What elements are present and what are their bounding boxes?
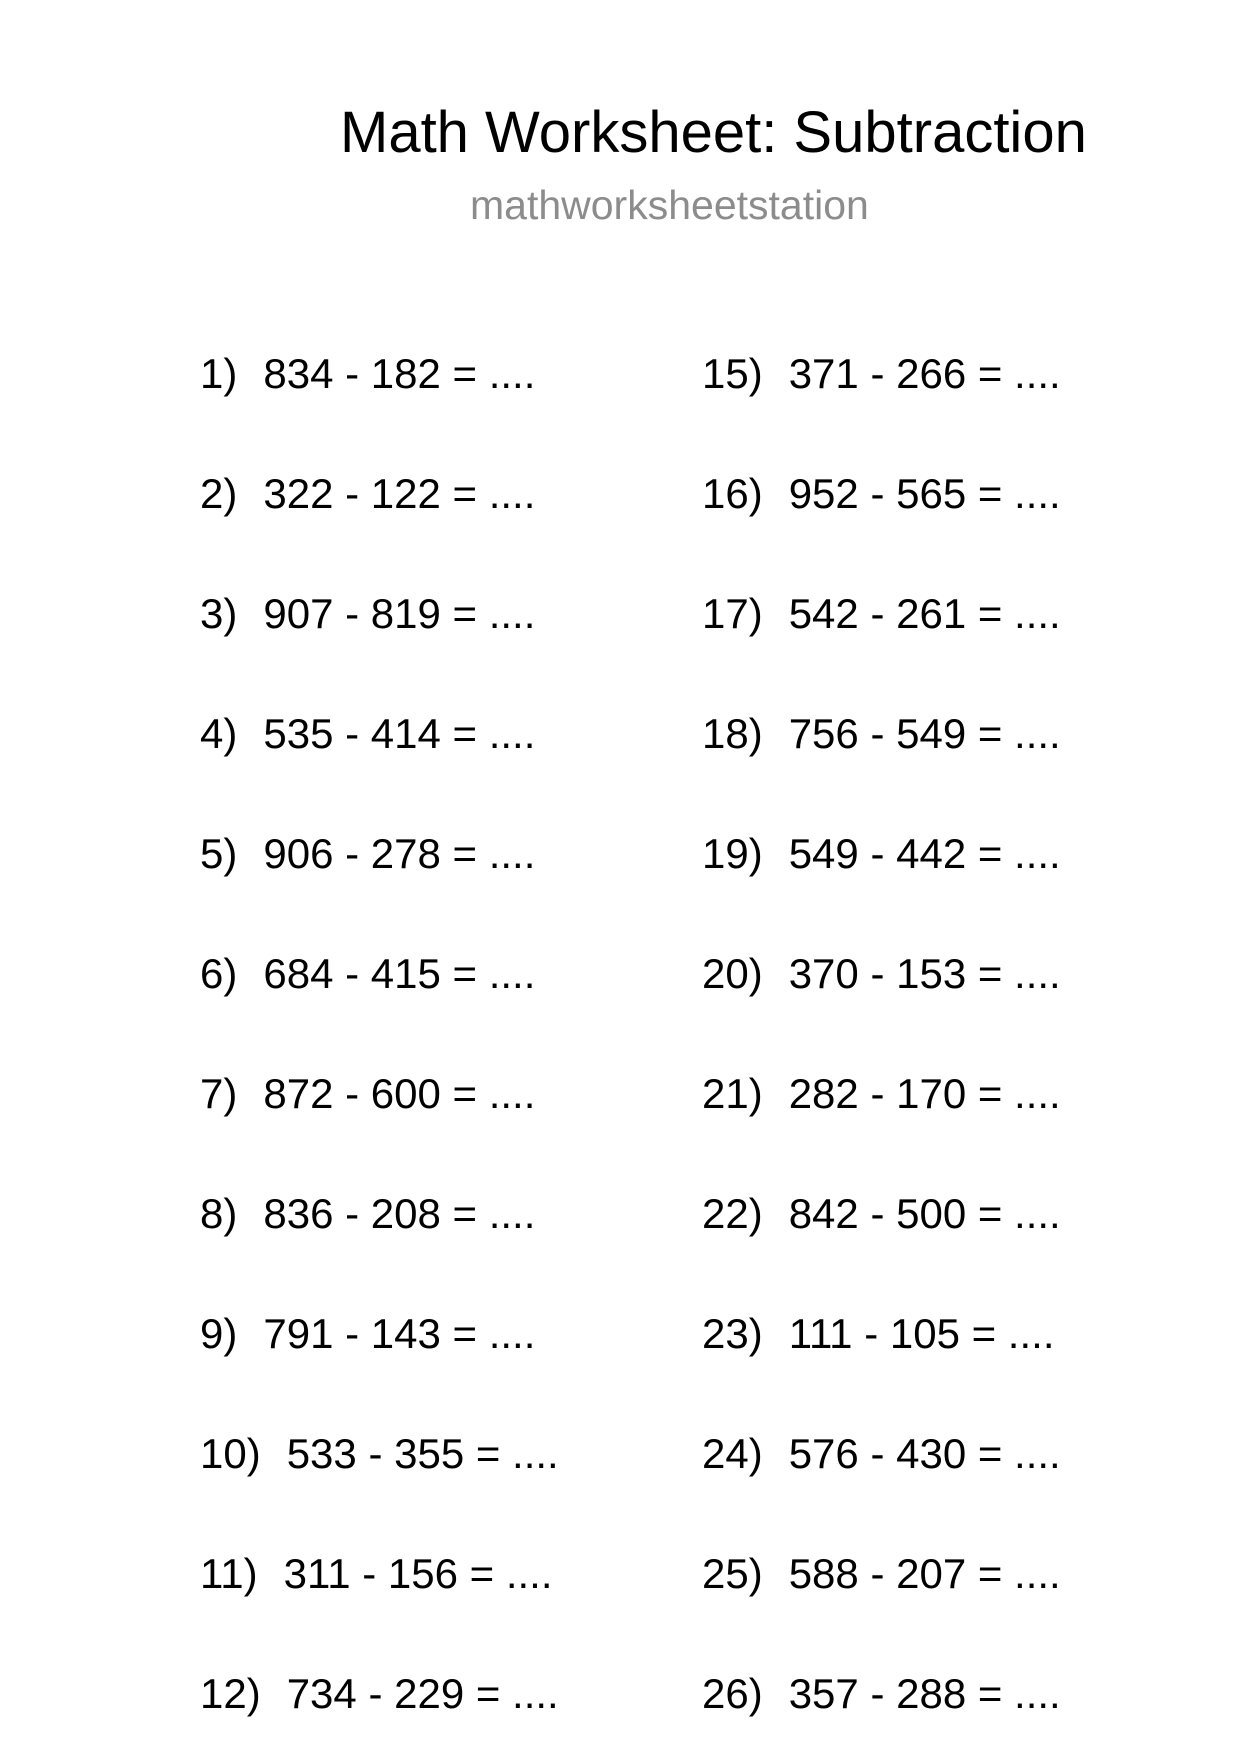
problem-number: 26): [702, 1670, 763, 1717]
problem-item: [702, 1668, 1061, 1720]
problem-number: 2): [200, 470, 238, 517]
problem-expression: 371 - 266 = ....: [788, 350, 1061, 397]
problem-item: [200, 708, 535, 760]
problem-item: [200, 948, 535, 1000]
problem-expression: 357 - 288 = ....: [788, 1670, 1061, 1717]
problem-item: [702, 348, 1061, 400]
problem-expression: 756 - 549 = ....: [788, 710, 1061, 757]
problem-expression: 684 - 415 = ....: [263, 950, 536, 997]
page-subtitle: mathworksheetstation: [470, 182, 869, 228]
problem-item: [200, 1548, 553, 1600]
problem-item: [200, 1308, 535, 1360]
problem-expression: 952 - 565 = ....: [788, 470, 1061, 517]
problem-expression: 533 - 355 = ....: [286, 1430, 559, 1477]
problem-item: [200, 468, 535, 520]
problem-item: [702, 588, 1061, 640]
problem-item: [200, 348, 535, 400]
problem-expression: 282 - 170 = ....: [788, 1070, 1061, 1117]
problem-number: 4): [200, 710, 238, 757]
problem-item: [200, 828, 535, 880]
problem-number: 7): [200, 1070, 238, 1117]
problem-item: [200, 588, 535, 640]
problem-expression: 588 - 207 = ....: [788, 1550, 1061, 1597]
problem-number: 6): [200, 950, 238, 997]
problem-number: 1): [200, 350, 238, 397]
problem-number: 16): [702, 470, 763, 517]
problem-number: 15): [702, 350, 763, 397]
problem-expression: 370 - 153 = ....: [788, 950, 1061, 997]
problem-item: [200, 1428, 559, 1480]
problem-item: [702, 708, 1061, 760]
problem-expression: 311 - 156 = ....: [283, 1550, 553, 1597]
problem-item: [702, 1548, 1061, 1600]
problem-number: 12): [200, 1670, 261, 1717]
problem-expression: 576 - 430 = ....: [788, 1430, 1061, 1477]
problem-item: [702, 948, 1061, 1000]
problem-number: 21): [702, 1070, 763, 1117]
problem-expression: 111 - 105 = ....: [788, 1310, 1055, 1357]
problem-item: [702, 1188, 1061, 1240]
problem-number: 24): [702, 1430, 763, 1477]
problem-item: [702, 828, 1061, 880]
problem-item: [200, 1668, 559, 1720]
problem-item: [702, 1428, 1061, 1480]
problem-expression: 549 - 442 = ....: [788, 830, 1061, 877]
problem-number: 25): [702, 1550, 763, 1597]
problem-number: 20): [702, 950, 763, 997]
problem-expression: 535 - 414 = ....: [263, 710, 536, 757]
problem-number: 10): [200, 1430, 261, 1477]
problem-item: [200, 1188, 535, 1240]
problem-expression: 542 - 261 = ....: [788, 590, 1061, 637]
problem-expression: 791 - 143 = ....: [263, 1310, 536, 1357]
problem-expression: 906 - 278 = ....: [263, 830, 536, 877]
problem-number: 23): [702, 1310, 763, 1357]
problem-expression: 872 - 600 = ....: [263, 1070, 536, 1117]
problem-item: [702, 1068, 1061, 1120]
page-title: Math Worksheet: Subtraction: [340, 100, 1087, 165]
problem-item: [702, 1308, 1054, 1360]
problem-expression: 842 - 500 = ....: [788, 1190, 1061, 1237]
problem-number: 5): [200, 830, 238, 877]
problem-item: [200, 1068, 535, 1120]
problem-expression: 734 - 229 = ....: [286, 1670, 559, 1717]
problem-number: 18): [702, 710, 763, 757]
problem-expression: 836 - 208 = ....: [263, 1190, 536, 1237]
problem-expression: 322 - 122 = ....: [263, 470, 536, 517]
problem-expression: 834 - 182 = ....: [263, 350, 536, 397]
problem-number: 17): [702, 590, 763, 637]
problem-number: 19): [702, 830, 763, 877]
problem-expression: 907 - 819 = ....: [263, 590, 536, 637]
problem-number: 9): [200, 1310, 238, 1357]
problem-number: 3): [200, 590, 238, 637]
problem-number: 22): [702, 1190, 763, 1237]
problem-number: 11): [200, 1550, 258, 1597]
problem-number: 8): [200, 1190, 238, 1237]
problem-item: [702, 468, 1061, 520]
